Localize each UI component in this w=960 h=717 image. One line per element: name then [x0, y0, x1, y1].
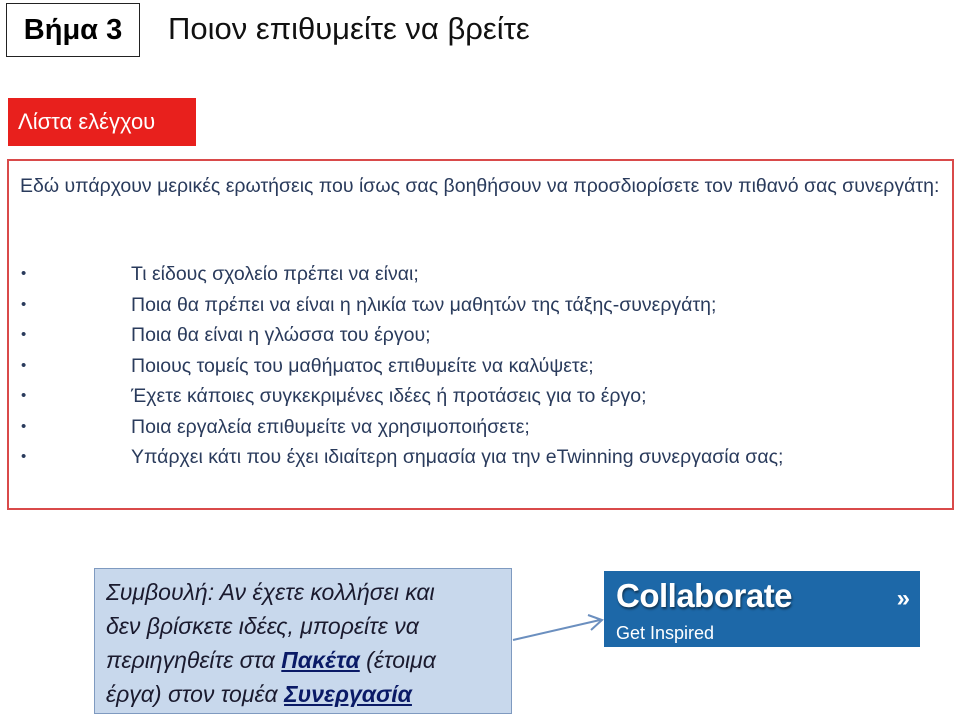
- question-text: Ποια θα είναι η γλώσσα του έργου;: [131, 324, 431, 346]
- list-item: [9, 381, 949, 412]
- list-item: [9, 259, 949, 290]
- collaborate-subtitle: Get Inspired: [616, 623, 715, 643]
- tip-box: [94, 568, 512, 714]
- kits-link[interactable]: Πακέτα: [281, 647, 360, 673]
- question-text: Ποιους τομείς του μαθήματος επιθυμείτε να καλύψετε;: [131, 354, 594, 377]
- question-text: Έχετε κάποιες συγκεκριμένες ιδέες ή προτάσεις για το έργο;: [131, 385, 647, 407]
- step-label-box: [6, 3, 140, 57]
- checklist-box: [7, 159, 954, 510]
- question-text: Ποια θα πρέπει να είναι η ηλικία των μαθητών της τάξης-συνεργάτη;: [131, 293, 717, 316]
- bullet-icon: •: [21, 417, 27, 435]
- list-item: [9, 351, 949, 382]
- checklist-intro: Εδώ υπάρχουν μερικές ερωτήσεις που ίσως σας βοηθήσουν να προσδιορίσετε τον πιθανό σας συνεργάτη:: [20, 175, 940, 197]
- tip-line-4: [106, 677, 511, 711]
- tip-line-4-start: έργα) στον τομέα: [106, 681, 285, 707]
- list-item: [9, 412, 949, 443]
- collaborate-title: Collaborate: [616, 577, 793, 614]
- bullet-icon: •: [21, 295, 27, 313]
- question-list: [9, 259, 949, 473]
- tip-line-3-start: περιηγηθείτε στα: [106, 647, 282, 673]
- question-text: Τι είδους σχολείο πρέπει να είναι;: [131, 263, 419, 285]
- collaborate-banner[interactable]: [604, 571, 920, 647]
- bullet-icon: •: [21, 448, 27, 465]
- bullet-icon: •: [21, 326, 27, 343]
- tip-line-3-end: (έτοιμα: [359, 647, 436, 673]
- list-item: [9, 442, 949, 473]
- tip-line-2: δεν βρίσκετε ιδέες, μπορείτε να: [106, 613, 419, 639]
- step-label: Βήμα 3: [23, 13, 123, 46]
- question-text: Υπάρχει κάτι που έχει ιδιαίτερη σημασία για την eTwinning συνεργασία σας;: [131, 446, 784, 468]
- bullet-icon: •: [21, 265, 27, 282]
- tip-line-3: [106, 643, 511, 677]
- checklist-label: [8, 98, 196, 146]
- collaboration-link[interactable]: Συνεργασία: [284, 681, 412, 707]
- list-item: [9, 290, 949, 321]
- checklist-label-text: Λίστα ελέγχου: [18, 109, 156, 134]
- bullet-icon: •: [21, 387, 27, 404]
- double-chevron-right-icon: »: [896, 585, 910, 612]
- list-item: [9, 320, 949, 351]
- question-text: Ποια εργαλεία επιθυμείτε να χρησιμοποιήσετε;: [131, 415, 530, 438]
- tip-line-1: Συμβουλή: Αν έχετε κολλήσει και: [106, 579, 435, 605]
- bullet-icon: •: [21, 356, 27, 374]
- page-title: Ποιον επιθυμείτε να βρείτε: [168, 11, 530, 46]
